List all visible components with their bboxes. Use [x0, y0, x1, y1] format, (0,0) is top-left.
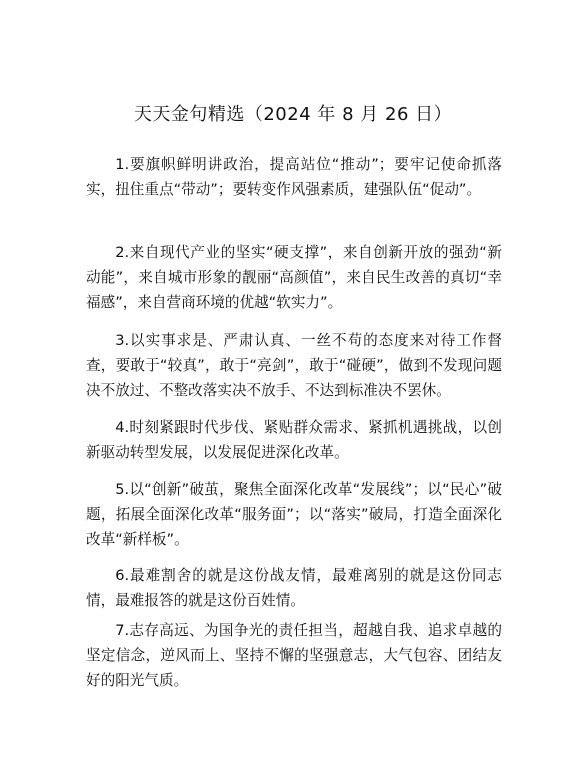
quote-paragraph-1: 1.要旗帜鲜明讲政治，提高站位“推动”；要牢记使命抓落实，扭住重点“带动”；要转变作风强素质，建强队伍“促动”。	[86, 155, 502, 198]
quote-paragraph-2: 2.来自现代产业的坚实“硬支撑”，来自创新开放的强劲“新动能”，来自城市形象的靓丽“高颜值”，来自民生改善的真切“幸福感”，来自营商环境的优越“软实力”。	[86, 243, 502, 311]
quote-paragraph-5: 5.以“创新”破茧，聚焦全面深化改革“发展线”；以“民心”破题，拓展全面深化改革“服务面”；以“落实”破局，打造全面深化改革“新样板”。	[86, 480, 502, 548]
quote-paragraph-3: 3.以实事求是、严肃认真、一丝不苟的态度来对待工作督查，要敢于“较真”，敢于“亮剑”，敢于“碰硬”，做到不发现问题决不放过、不整改落实决不放手、不达到标准决不罢休。	[86, 331, 502, 399]
document-title: 天天金句精选（2024 年 8 月 26 日）	[133, 104, 453, 125]
quote-paragraph-7: 7.志存高远、为国争光的责任担当，超越自我、追求卓越的坚定信念，逆风而上、坚持不懈的坚强意志，大气包容、团结友好的阳光气质。	[86, 621, 502, 689]
quote-paragraph-4: 4.时刻紧跟时代步伐、紧贴群众需求、紧抓机遇挑战，以创新驱动转型发展，以发展促进深化改革。	[86, 418, 502, 461]
quote-paragraph-6: 6.最难割舍的就是这份战友情，最难离别的就是这份同志情，最难报答的就是这份百姓情。	[86, 566, 502, 609]
